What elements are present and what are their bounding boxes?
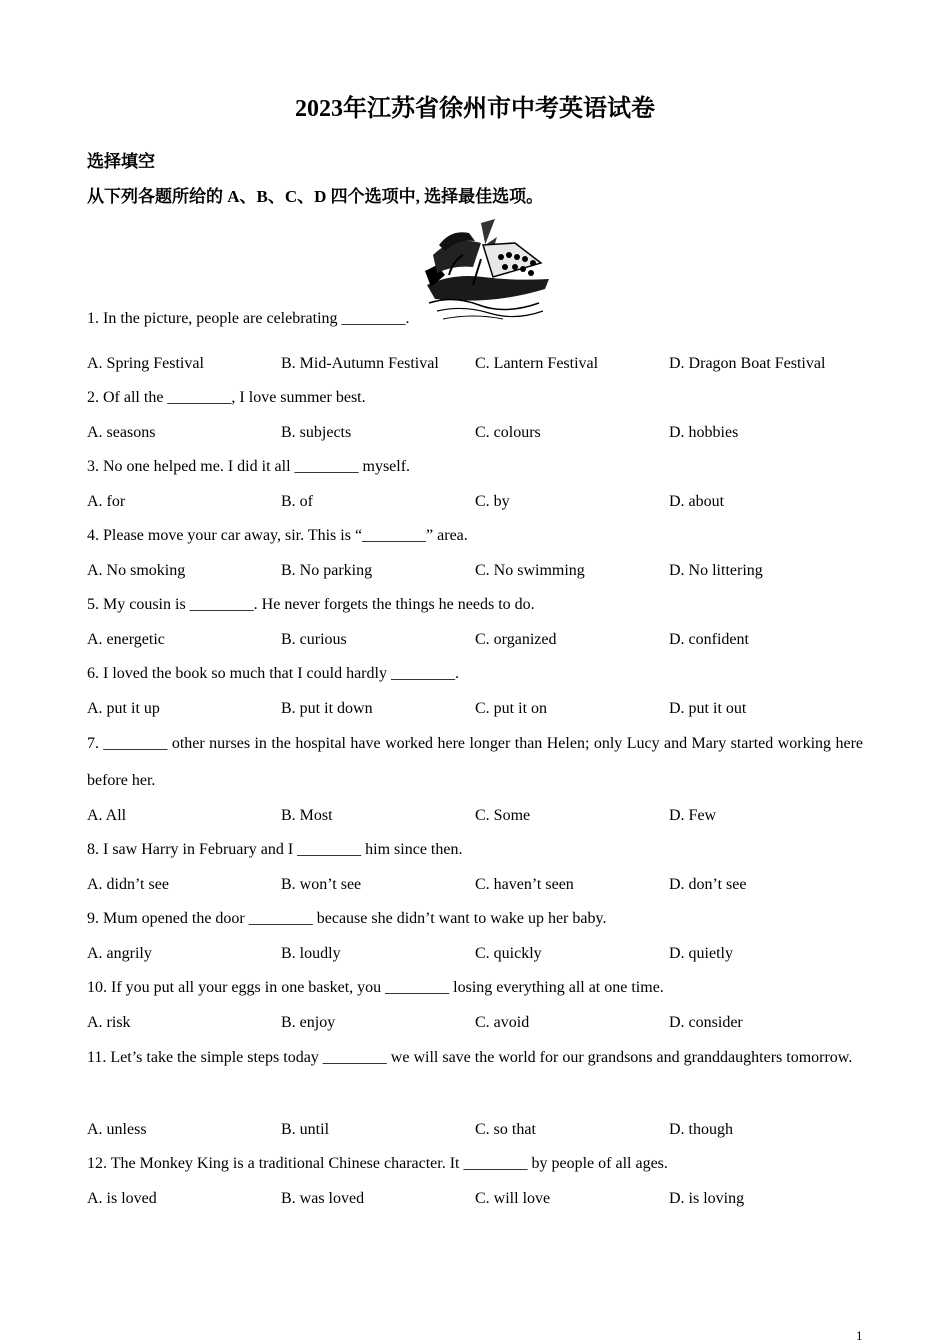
option-a[interactable]: A. Spring Festival (87, 355, 204, 372)
option-a[interactable]: A. energetic (87, 631, 165, 648)
answer-options (87, 424, 863, 446)
question-stem: 12. The Monkey King is a traditional Chinese character. It ________ by people of all ages. (87, 1155, 668, 1172)
option-c[interactable]: C. avoid (475, 1014, 530, 1031)
option-b[interactable]: B. curious (281, 631, 347, 648)
page-title: 2023年江苏省徐州市中考英语试卷 (295, 96, 655, 122)
option-b[interactable]: B. won’t see (281, 876, 362, 893)
option-b[interactable]: B. Most (281, 807, 333, 824)
option-b[interactable]: B. put it down (281, 700, 373, 717)
option-d[interactable]: D. don’t see (669, 876, 747, 893)
option-a[interactable]: A. All (87, 807, 127, 824)
option-b[interactable]: B. loudly (281, 945, 341, 962)
option-c[interactable]: C. Some (475, 807, 531, 824)
question-stem: 8. I saw Harry in February and I ________ him since then. (87, 841, 463, 858)
option-d[interactable]: D. Few (669, 807, 717, 824)
option-c[interactable]: C. so that (475, 1121, 536, 1138)
option-c[interactable]: C. will love (475, 1190, 551, 1207)
option-d[interactable]: D. put it out (669, 700, 747, 717)
option-b[interactable]: B. until (281, 1121, 330, 1138)
answer-options (87, 700, 863, 722)
option-a[interactable]: A. angrily (87, 945, 152, 962)
option-d[interactable]: D. is loving (669, 1190, 745, 1207)
question-stem: 7. ________ other nurses in the hospital have worked here longer than Helen; only Lucy and Mary started working here before her. (87, 735, 863, 789)
page-number: 1 (856, 1328, 863, 1343)
answer-options (87, 1014, 863, 1036)
option-a[interactable]: A. seasons (87, 424, 156, 441)
option-c[interactable]: C. by (475, 493, 510, 510)
option-a[interactable]: A. risk (87, 1014, 131, 1031)
answer-options (87, 1121, 863, 1143)
option-c[interactable]: C. organized (475, 631, 557, 648)
option-d[interactable]: D. though (669, 1121, 733, 1138)
option-c[interactable]: C. put it on (475, 700, 548, 717)
option-b[interactable]: B. subjects (281, 424, 352, 441)
answer-options (87, 493, 863, 515)
question-stem: 2. Of all the ________, I love summer best. (87, 389, 366, 406)
option-c[interactable]: C. haven’t seen (475, 876, 574, 893)
option-a[interactable]: A. didn’t see (87, 876, 169, 893)
answer-options (87, 945, 863, 967)
question-stem: 9. Mum opened the door ________ because she didn’t want to wake up her baby. (87, 910, 607, 927)
question-stem: 6. I loved the book so much that I could hardly ________. (87, 665, 459, 682)
option-b[interactable]: B. enjoy (281, 1014, 336, 1031)
option-a[interactable]: A. put it up (87, 700, 160, 717)
question-stem: 5. My cousin is ________. He never forgets the things he needs to do. (87, 596, 535, 613)
option-d[interactable]: D. quietly (669, 945, 733, 962)
option-b[interactable]: B. was loved (281, 1190, 365, 1207)
question-stem: 4. Please move your car away, sir. This is “________” area. (87, 527, 468, 544)
option-a[interactable]: A. No smoking (87, 562, 186, 579)
option-a[interactable]: A. unless (87, 1121, 147, 1138)
option-c[interactable]: C. colours (475, 424, 541, 441)
option-b[interactable]: B. Mid-Autumn Festival (281, 355, 439, 372)
answer-options (87, 876, 863, 898)
option-d[interactable]: D. consider (669, 1014, 743, 1031)
instructions: 从下列各题所给的 A、B、C、D 四个选项中, 选择最佳选项。 (87, 187, 544, 206)
option-a[interactable]: A. for (87, 493, 126, 510)
option-d[interactable]: D. about (669, 493, 725, 510)
option-b[interactable]: B. No parking (281, 562, 373, 579)
answer-options (87, 807, 863, 829)
section-heading: 选择填空 (87, 152, 155, 171)
answer-options (87, 562, 863, 584)
answer-options (87, 1190, 863, 1212)
question-stem: 3. No one helped me. I did it all ________ myself. (87, 458, 411, 475)
option-c[interactable]: C. Lantern Festival (475, 355, 599, 372)
option-c[interactable]: C. quickly (475, 945, 542, 962)
option-c[interactable]: C. No swimming (475, 562, 585, 579)
answer-options (87, 631, 863, 653)
question-stem: 10. If you put all your eggs in one basket, you ________ losing everything all at one time. (87, 979, 664, 996)
option-d[interactable]: D. confident (669, 631, 749, 648)
option-d[interactable]: D. hobbies (669, 424, 739, 441)
question-stem: 11. Let’s take the simple steps today ________ we will save the world for our grandsons and granddaughters tomorrow. (87, 1049, 853, 1066)
option-d[interactable]: D. No littering (669, 562, 763, 579)
answer-options (87, 355, 863, 377)
option-a[interactable]: A. is loved (87, 1190, 157, 1207)
option-d[interactable]: D. Dragon Boat Festival (669, 355, 826, 372)
option-b[interactable]: B. of (281, 493, 313, 510)
question-stem: 1. In the picture, people are celebrating ________. (87, 310, 410, 327)
